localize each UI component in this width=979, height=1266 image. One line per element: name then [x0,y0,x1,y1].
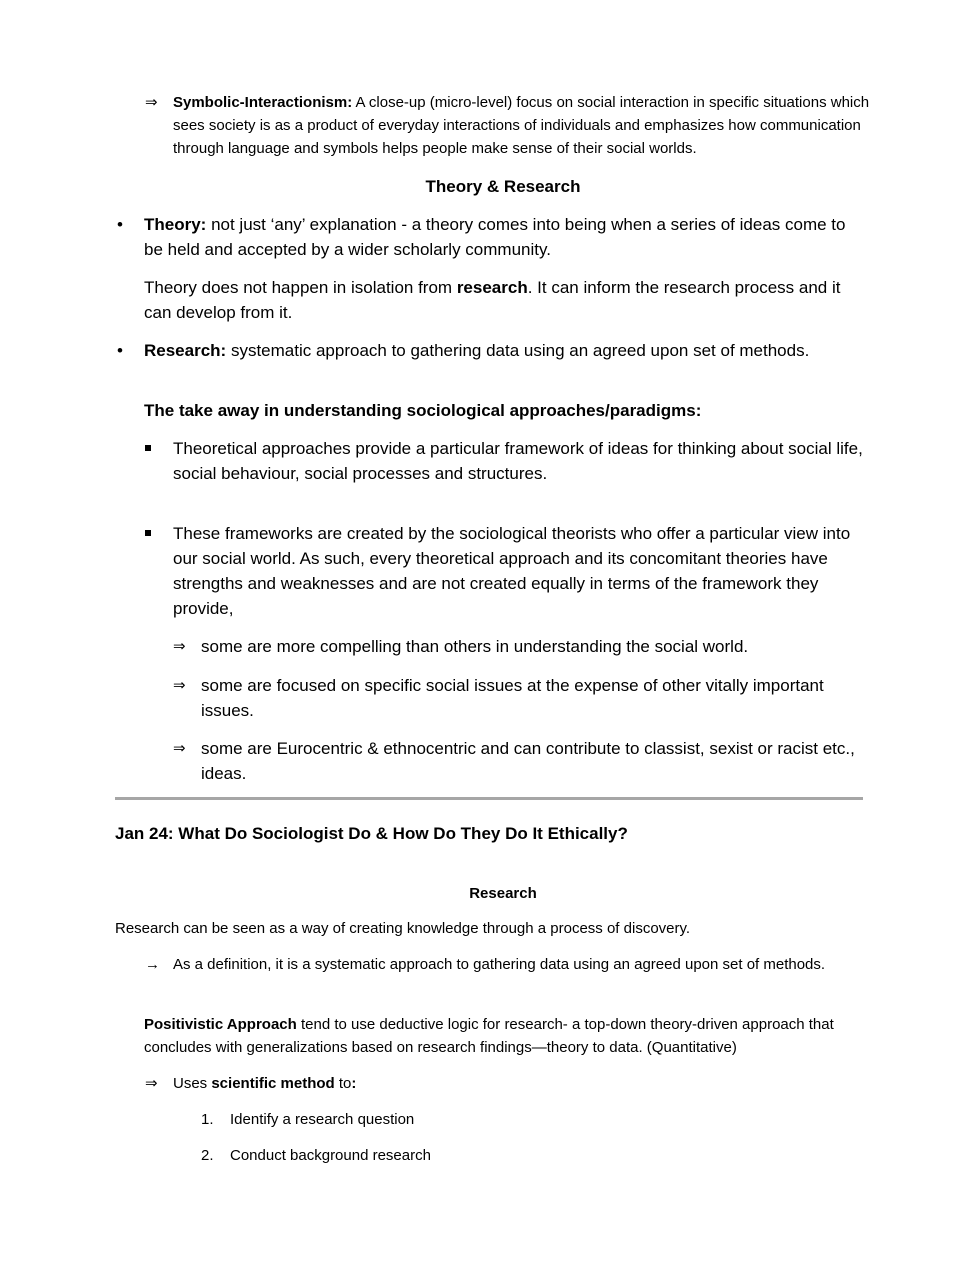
theory-research-paragraph [144,275,870,325]
arrow-icon: ⇒ [173,740,186,757]
theory-definition [144,212,866,262]
arrow-icon: ⇒ [173,638,186,655]
list-number: 2. [201,1147,214,1164]
theory-para-text: Theory does not happen in isolation from [144,278,457,297]
takeaway-subitem: some are Eurocentric & ethnocentric and can contribute to classist, sexist or racist etc., ideas. [201,739,855,783]
positivistic-text: tend to use deductive logic for research- a top-down theory-driven approach that concludes with generalizations based on research findings—theory to data. (Quantitative) [144,1016,834,1056]
theory-term: Theory: [144,215,207,234]
research-definition-item: As a definition, it is a systematic approach to gathering data using an agreed upon set of methods. [173,956,826,973]
uses-colon: : [351,1075,357,1092]
research-heading: Research [469,885,537,902]
uses-scientific-method [173,1072,853,1095]
right-arrow-icon: → [145,956,160,973]
positivistic-term: Positivistic Approach [144,1016,297,1033]
uses-text: Uses [173,1075,212,1092]
scientific-method-term: scientific method [211,1075,335,1092]
step-item: Identify a research question [230,1111,415,1128]
theory-para-text-end: . It can inform the research process and it can develop from it. [144,278,841,322]
research-text: systematic approach to gathering data using an agreed upon set of methods. [226,341,810,360]
takeaway-subitem: some are focused on specific social issues at the expense of other vitally important issues. [201,676,824,720]
theory-text: not just ‘any’ explanation - a theory comes into being when a series of ideas come to be held and accepted by a wider scholarly community. [144,215,846,259]
positivistic-paragraph [144,1013,864,1059]
bullet-icon: • [117,215,123,234]
square-bullet-icon [145,530,151,536]
uses-text-end: to [334,1075,352,1092]
symbolic-text: A close-up (micro-level) focus on social interaction in specific situations which sees society is as a product of everyday interactions of individuals and emphasizes how communication through language and symbols helps people make sense of their social worlds. [173,94,870,157]
arrow-icon: ⇒ [145,94,158,111]
theory-para-bold: research [456,278,528,297]
square-bullet-icon [145,445,151,451]
takeaway-item: These frameworks are created by the sociological theorists who offer a particular view into our social world. As such, every theoretical approach and its concomitant theories have strengths and weaknesses and are not created equally in terms of the framework they provide, [173,524,851,618]
symbolic-interactionism-paragraph [173,91,873,160]
takeaway-heading: The take away in understanding sociological approaches/paradigms: [144,401,702,420]
takeaway-subitem: some are more compelling than others in understanding the social world. [201,637,749,656]
research-term: Research: [144,341,227,360]
arrow-icon: ⇒ [145,1075,158,1092]
list-number: 1. [201,1111,214,1128]
bullet-icon: • [117,341,123,360]
step-item: Conduct background research [230,1147,431,1164]
research-intro: Research can be seen as a way of creating knowledge through a process of discovery. [115,920,691,937]
jan24-heading: Jan 24: What Do Sociologist Do & How Do They Do It Ethically? [115,824,628,843]
research-definition [144,338,866,363]
symbolic-term: Symbolic-Interactionism: [173,94,353,111]
section-divider [115,797,863,800]
theory-research-heading: Theory & Research [425,177,581,196]
arrow-icon: ⇒ [173,677,186,694]
takeaway-item: Theoretical approaches provide a particular framework of ideas for thinking about social life, social behaviour, social processes and structures. [173,439,863,483]
